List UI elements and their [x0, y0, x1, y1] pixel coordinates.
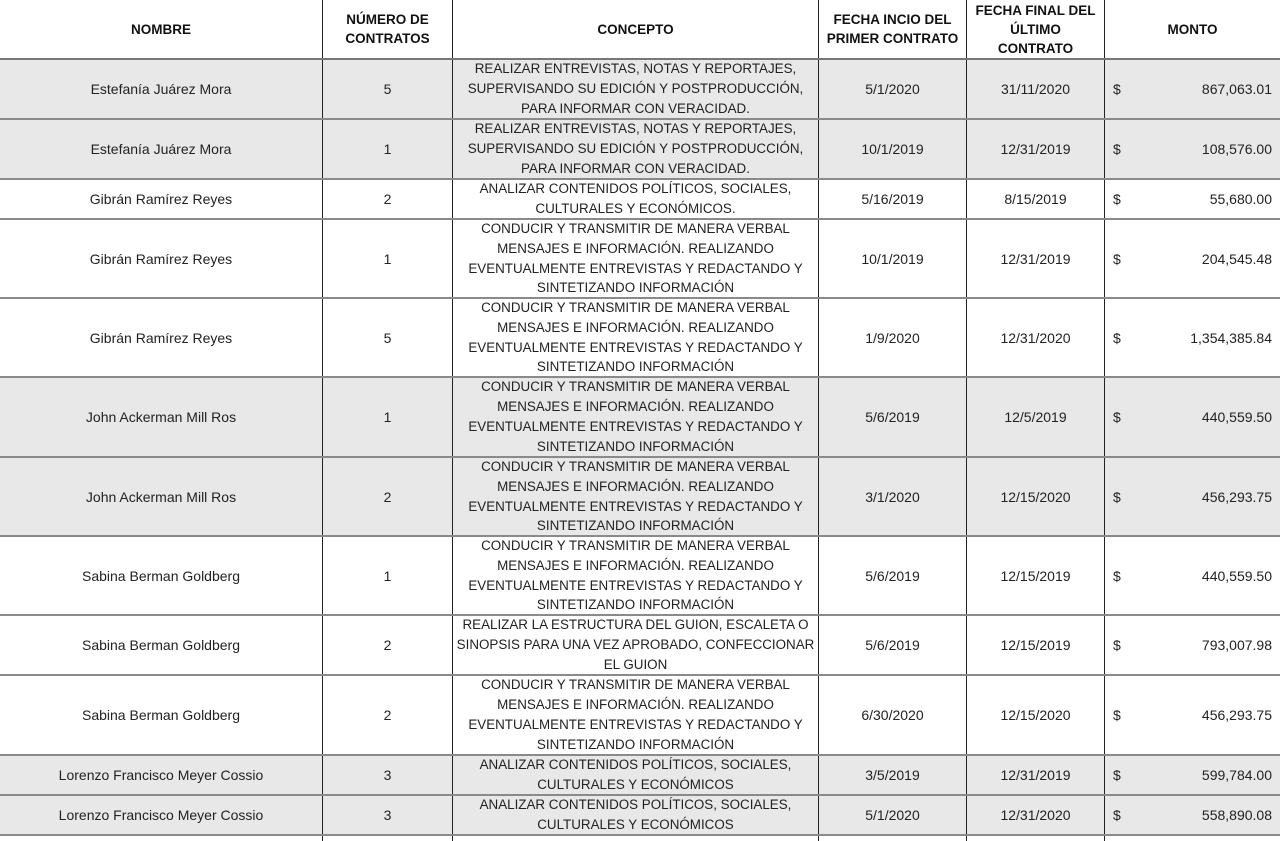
- cell-monto: [1104, 537, 1280, 614]
- cell-empty: [322, 836, 452, 841]
- cell-inicio: [818, 220, 966, 297]
- cell-concepto: [452, 180, 818, 218]
- cell-numero: [322, 220, 452, 297]
- cell-concepto: [452, 796, 818, 834]
- cell-concepto: [452, 120, 818, 178]
- monto-value: 456,293.75: [1201, 707, 1272, 723]
- inicio-text: 5/6/2019: [865, 409, 920, 425]
- cell-monto: [1104, 756, 1280, 794]
- inicio-text: 1/9/2020: [865, 329, 920, 346]
- cell-concepto: [452, 60, 818, 118]
- nombre-text: Estefanía Juárez Mora: [90, 81, 232, 97]
- cell-inicio: [818, 299, 966, 376]
- header-monto-label: MONTO: [1167, 21, 1218, 37]
- cell-numero: [322, 458, 452, 535]
- cell-final: [966, 537, 1104, 614]
- inicio-text: 3/1/2020: [865, 488, 920, 505]
- currency-symbol: $: [1113, 409, 1121, 425]
- cell-final: [966, 676, 1104, 754]
- table-row: [0, 378, 1280, 458]
- monto-value: 793,007.98: [1201, 637, 1272, 653]
- concepto-text: CONDUCIR Y TRANSMITIR DE MANERA VERBAL MENSAJES E INFORMACIÓN. REALIZANDO EVENTUALMENTE ENTREVISTAS Y REDACTANDO Y SINTETIZANDO INFORMACIÓN: [468, 299, 803, 375]
- cell-empty: [452, 836, 818, 841]
- inicio-text: 10/1/2019: [861, 141, 924, 157]
- table-row: [0, 120, 1280, 180]
- monto-value: 1,354,385.84: [1190, 329, 1272, 346]
- currency-symbol: $: [1113, 767, 1121, 783]
- cell-monto: [1104, 616, 1280, 674]
- inicio-text: 6/30/2020: [861, 707, 924, 723]
- cell-empty: [818, 836, 966, 841]
- numero-text: 1: [383, 567, 392, 584]
- numero-text: 2: [383, 637, 392, 653]
- cell-numero: [322, 616, 452, 674]
- cell-monto: [1104, 378, 1280, 456]
- cell-nombre: [0, 299, 322, 376]
- numero-text: 3: [383, 767, 392, 783]
- cell-numero: [322, 537, 452, 614]
- table-header-row: [0, 0, 1280, 60]
- inicio-text: 10/1/2019: [861, 250, 924, 267]
- numero-text: 2: [383, 191, 392, 207]
- cell-concepto: [452, 537, 818, 614]
- header-concepto-label: CONCEPTO: [597, 21, 674, 37]
- cell-concepto: [452, 458, 818, 535]
- numero-text: 1: [383, 409, 392, 425]
- concepto-text: ANALIZAR CONTENIDOS POLÍTICOS, SOCIALES, CULTURALES Y ECONÓMICOS: [479, 797, 792, 832]
- monto-value: 204,545.48: [1201, 250, 1272, 267]
- final-text: 12/15/2019: [1000, 567, 1071, 584]
- currency-symbol: $: [1113, 707, 1121, 723]
- cell-inicio: [818, 537, 966, 614]
- cell-empty: [966, 836, 1104, 841]
- final-text: 12/15/2019: [1000, 637, 1071, 653]
- numero-text: 2: [383, 707, 392, 723]
- header-numero-label: NÚMERO DE CONTRATOS: [345, 12, 430, 46]
- cell-inicio: [818, 180, 966, 218]
- cell-monto: [1104, 676, 1280, 754]
- cell-nombre: [0, 458, 322, 535]
- concepto-text: CONDUCIR Y TRANSMITIR DE MANERA VERBAL MENSAJES E INFORMACIÓN. REALIZANDO EVENTUALMENTE ENTREVISTAS Y REDACTANDO Y SINTETIZANDO INFORMACIÓN: [468, 220, 803, 296]
- concepto-text: REALIZAR ENTREVISTAS, NOTAS Y REPORTAJES, SUPERVISANDO SU EDICIÓN Y POSTPRODUCCIÓN, PARA INFORMAR CON VERACIDAD.: [467, 61, 804, 116]
- cell-inicio: [818, 676, 966, 754]
- cell-numero: [322, 676, 452, 754]
- nombre-text: John Ackerman Mill Ros: [85, 488, 237, 505]
- cell-nombre: [0, 180, 322, 218]
- nombre-text: Lorenzo Francisco Meyer Cossio: [58, 767, 264, 783]
- cell-inicio: [818, 378, 966, 456]
- monto-value: 558,890.08: [1201, 807, 1272, 823]
- final-text: 31/11/2020: [1000, 81, 1071, 97]
- cell-nombre: [0, 378, 322, 456]
- currency-symbol: $: [1113, 807, 1121, 823]
- cell-concepto: [452, 616, 818, 674]
- cell-nombre: [0, 537, 322, 614]
- currency-symbol: $: [1113, 81, 1121, 97]
- final-text: 12/15/2020: [1000, 707, 1071, 723]
- cell-nombre: [0, 120, 322, 178]
- table-row: [0, 60, 1280, 120]
- cell-numero: [322, 120, 452, 178]
- table-row: [0, 180, 1280, 220]
- cell-numero: [322, 180, 452, 218]
- cell-nombre: [0, 60, 322, 118]
- monto-value: 55,680.00: [1209, 191, 1272, 207]
- cell-inicio: [818, 616, 966, 674]
- final-text: 12/31/2019: [1000, 250, 1071, 267]
- table-row: [0, 616, 1280, 676]
- inicio-text: 5/1/2020: [865, 807, 920, 823]
- concepto-text: CONDUCIR Y TRANSMITIR DE MANERA VERBAL MENSAJES E INFORMACIÓN. REALIZANDO EVENTUALMENTE ENTREVISTAS Y REDACTANDO Y SINTETIZANDO INFORMACIÓN: [468, 379, 803, 454]
- cell-numero: [322, 756, 452, 794]
- final-text: 12/31/2019: [1000, 141, 1071, 157]
- header-monto: [1104, 0, 1280, 58]
- monto-value: 456,293.75: [1201, 488, 1272, 505]
- header-numero: [322, 0, 452, 58]
- numero-text: 1: [383, 141, 392, 157]
- currency-symbol: $: [1113, 637, 1121, 653]
- cell-final: [966, 180, 1104, 218]
- numero-text: 5: [383, 329, 392, 346]
- final-text: 12/31/2020: [1000, 329, 1071, 346]
- header-nombre: [0, 0, 322, 58]
- cell-monto: [1104, 458, 1280, 535]
- cell-nombre: [0, 676, 322, 754]
- currency-symbol: $: [1113, 488, 1121, 505]
- cell-final: [966, 220, 1104, 297]
- concepto-text: CONDUCIR Y TRANSMITIR DE MANERA VERBAL MENSAJES E INFORMACIÓN. REALIZANDO EVENTUALMENTE ENTREVISTAS Y REDACTANDO Y SINTETIZANDO INFORMACIÓN: [468, 537, 803, 613]
- numero-text: 5: [383, 81, 392, 97]
- concepto-text: REALIZAR ENTREVISTAS, NOTAS Y REPORTAJES, SUPERVISANDO SU EDICIÓN Y POSTPRODUCCIÓN, PARA INFORMAR CON VERACIDAD.: [467, 121, 804, 176]
- cell-empty: [1104, 836, 1280, 841]
- currency-symbol: $: [1113, 141, 1121, 157]
- cell-final: [966, 378, 1104, 456]
- header-concepto: [452, 0, 818, 58]
- concepto-text: REALIZAR LA ESTRUCTURA DEL GUION, ESCALETA O SINOPSIS PARA UNA VEZ APROBADO, CONFECCIONAR EL GUION: [456, 617, 815, 672]
- cell-monto: [1104, 299, 1280, 376]
- final-text: 12/15/2020: [1000, 488, 1071, 505]
- table-row: [0, 299, 1280, 378]
- cell-monto: [1104, 120, 1280, 178]
- nombre-text: Estefanía Juárez Mora: [90, 141, 232, 157]
- table-row: [0, 756, 1280, 796]
- concepto-text: ANALIZAR CONTENIDOS POLÍTICOS, SOCIALES, CULTURALES Y ECONÓMICOS.: [479, 181, 792, 216]
- cell-numero: [322, 60, 452, 118]
- table-row: [0, 676, 1280, 756]
- cell-monto: [1104, 796, 1280, 834]
- nombre-text: Lorenzo Francisco Meyer Cossio: [58, 807, 264, 823]
- table-row: [0, 537, 1280, 616]
- cell-monto: [1104, 60, 1280, 118]
- cell-numero: [322, 299, 452, 376]
- table-row: [0, 458, 1280, 537]
- cell-nombre: [0, 796, 322, 834]
- cell-numero: [322, 378, 452, 456]
- cell-concepto: [452, 299, 818, 376]
- cell-final: [966, 796, 1104, 834]
- cell-concepto: [452, 220, 818, 297]
- inicio-text: 3/5/2019: [865, 767, 920, 783]
- cell-concepto: [452, 378, 818, 456]
- final-text: 8/15/2019: [1004, 191, 1067, 207]
- cell-monto: [1104, 220, 1280, 297]
- nombre-text: Sabina Berman Goldberg: [82, 637, 240, 653]
- cell-inicio: [818, 60, 966, 118]
- header-fecha-inicio-label: FECHA INCIO DEL PRIMER CONTRATO: [826, 12, 959, 46]
- concepto-text: CONDUCIR Y TRANSMITIR DE MANERA VERBAL MENSAJES E INFORMACIÓN. REALIZANDO EVENTUALMENTE ENTREVISTAS Y REDACTANDO Y SINTETIZANDO INFORMACIÓN: [468, 458, 803, 534]
- monto-value: 599,784.00: [1201, 767, 1272, 783]
- final-text: 12/31/2019: [1000, 767, 1071, 783]
- cell-inicio: [818, 120, 966, 178]
- cell-numero: [322, 796, 452, 834]
- table-row: [0, 796, 1280, 836]
- header-nombre-label: NOMBRE: [131, 21, 191, 37]
- cell-monto: [1104, 180, 1280, 218]
- numero-text: 3: [383, 807, 392, 823]
- cell-final: [966, 616, 1104, 674]
- currency-symbol: $: [1113, 191, 1121, 207]
- nombre-text: Sabina Berman Goldberg: [82, 707, 240, 723]
- cell-nombre: [0, 220, 322, 297]
- inicio-text: 5/1/2020: [865, 81, 920, 97]
- nombre-text: Gibrán Ramírez Reyes: [89, 250, 233, 267]
- numero-text: 2: [383, 488, 392, 505]
- concepto-text: CONDUCIR Y TRANSMITIR DE MANERA VERBAL MENSAJES E INFORMACIÓN. REALIZANDO EVENTUALMENTE ENTREVISTAS Y REDACTANDO Y SINTETIZANDO INFORMACIÓN: [468, 677, 803, 752]
- cell-inicio: [818, 458, 966, 535]
- final-text: 12/5/2019: [1004, 409, 1067, 425]
- cell-final: [966, 120, 1104, 178]
- currency-symbol: $: [1113, 329, 1121, 346]
- nombre-text: Gibrán Ramírez Reyes: [89, 329, 233, 346]
- table-row: [0, 220, 1280, 299]
- cell-final: [966, 299, 1104, 376]
- monto-value: 440,559.50: [1201, 567, 1272, 584]
- cell-concepto: [452, 756, 818, 794]
- cell-concepto: [452, 676, 818, 754]
- table-row-partial: [0, 836, 1280, 841]
- cell-nombre: [0, 616, 322, 674]
- inicio-text: 5/16/2019: [861, 191, 924, 207]
- inicio-text: 5/6/2019: [865, 567, 920, 584]
- numero-text: 1: [383, 250, 392, 267]
- cell-final: [966, 60, 1104, 118]
- cell-inicio: [818, 796, 966, 834]
- currency-symbol: $: [1113, 567, 1121, 584]
- cell-final: [966, 458, 1104, 535]
- cell-final: [966, 756, 1104, 794]
- monto-value: 108,576.00: [1201, 141, 1272, 157]
- header-fecha-final: [966, 0, 1104, 58]
- concepto-text: ANALIZAR CONTENIDOS POLÍTICOS, SOCIALES, CULTURALES Y ECONÓMICOS: [479, 757, 792, 792]
- header-fecha-inicio: [818, 0, 966, 58]
- monto-value: 867,063.01: [1201, 81, 1272, 97]
- inicio-text: 5/6/2019: [865, 637, 920, 653]
- final-text: 12/31/2020: [1000, 807, 1071, 823]
- header-fecha-final-label: FECHA FINAL DEL ÚLTIMO CONTRATO: [975, 2, 1096, 56]
- nombre-text: Sabina Berman Goldberg: [82, 567, 240, 584]
- monto-value: 440,559.50: [1201, 409, 1272, 425]
- nombre-text: Gibrán Ramírez Reyes: [89, 191, 233, 207]
- cell-nombre: [0, 756, 322, 794]
- currency-symbol: $: [1113, 250, 1121, 267]
- cell-inicio: [818, 756, 966, 794]
- nombre-text: John Ackerman Mill Ros: [85, 409, 237, 425]
